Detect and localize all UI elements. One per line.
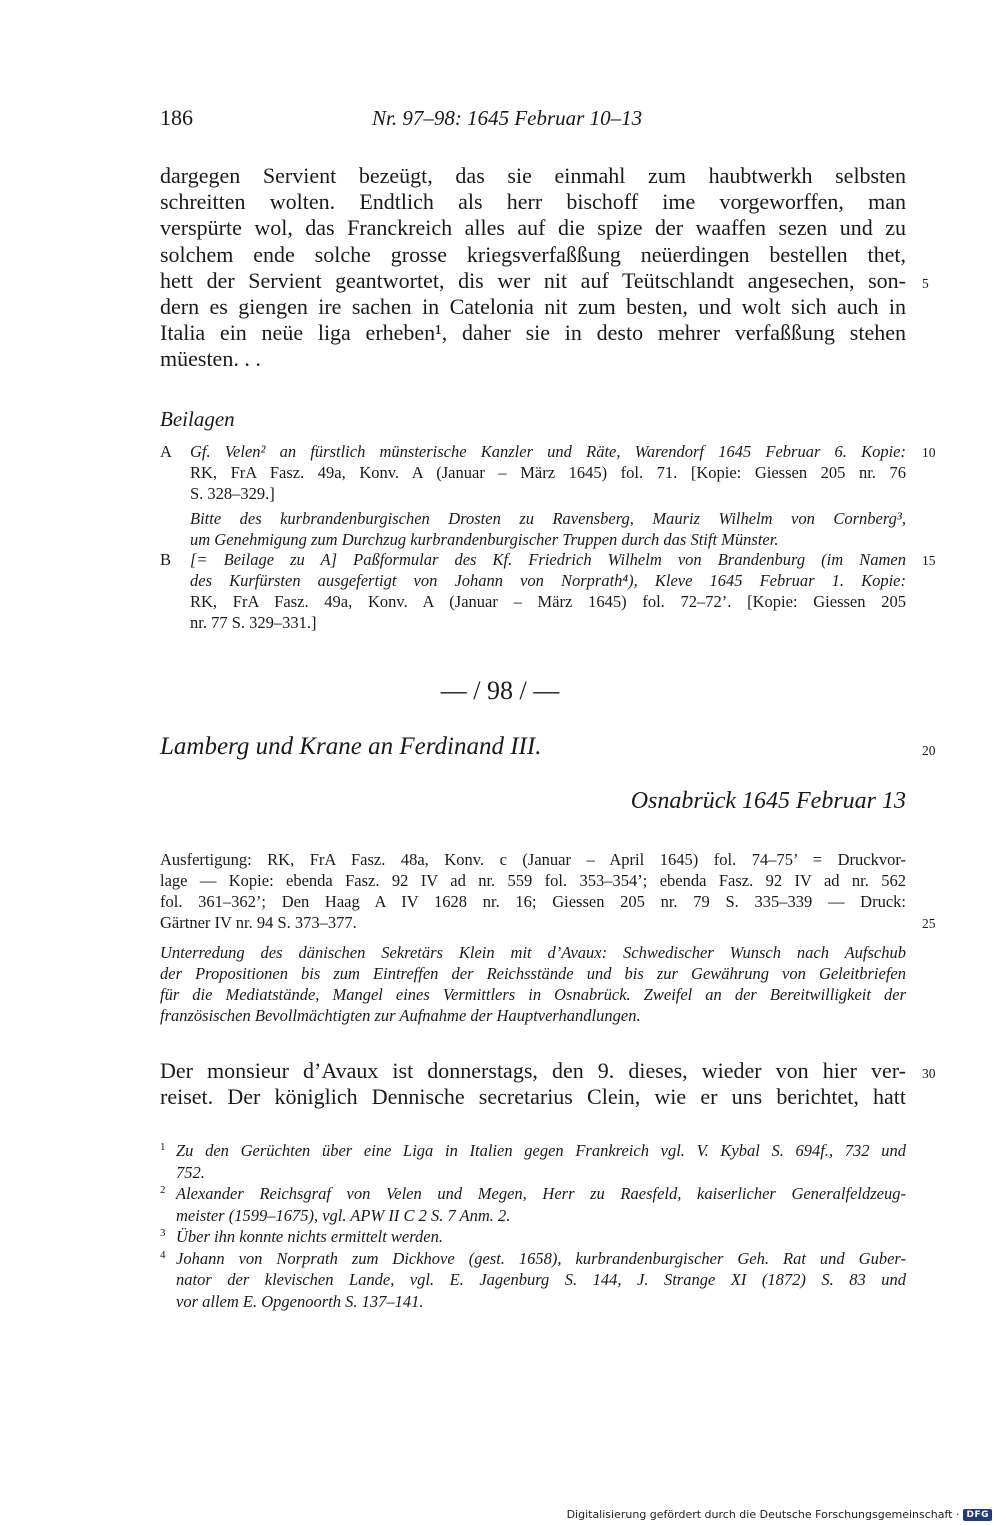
footer-credit-text: Digitalisierung gefördert durch die Deutsche Forschungsgemeinschaft · xyxy=(566,1508,960,1521)
footnote-line: vor allem E. Opgenoorth S. 137–141. xyxy=(176,1291,424,1311)
beilagen-heading: Beilagen xyxy=(160,407,235,431)
beilage-marker: B xyxy=(160,550,172,569)
footnote-line: Alexander Reichsgraf von Velen und Megen, Herr zu Raesfeld, kaiserlicher Generalfeldzeug- xyxy=(176,1184,906,1203)
footnote-line: nator der klevischen Lande, vgl. E. Jagenburg S. 144, J. Strange XI (1872) S. 83 und xyxy=(176,1270,906,1289)
document-sources xyxy=(160,849,906,933)
beilage-line: nr. 77 S. 329–331.] xyxy=(190,613,317,632)
line-number: 25 xyxy=(922,916,936,931)
document-number: — / 98 / — xyxy=(440,676,560,705)
footnote xyxy=(160,1226,906,1248)
page-number: 186 xyxy=(160,105,193,130)
document-text xyxy=(160,1058,906,1110)
beilage-line: RK, FrA Fasz. 49a, Konv. A (Januar – März 1645) fol. 71. [Kopie: Giessen 205 nr. 76 xyxy=(190,463,906,482)
footnote-line: Johann von Norprath zum Dickhove (gest. 1658), kurbrandenburgischer Geh. Rat und Guber- xyxy=(176,1248,906,1268)
beilage-summary-line: Bitte des kurbrandenburgischen Drosten zu Ravensberg, Mauriz Wilhelm von Cornberg³, xyxy=(190,509,906,528)
body-text-top xyxy=(160,163,906,373)
footnote xyxy=(160,1248,906,1313)
sources-line: lage — Kopie: ebenda Fasz. 92 IV ad nr. 559 fol. 353–354’; ebenda Fasz. 92 IV ad nr. 562 xyxy=(160,871,906,890)
beilage-a xyxy=(160,441,906,550)
footnote-number: 4 xyxy=(160,1248,166,1261)
beilage-summary-line: um Genehmigung zum Durchzug kurbrandenburgischer Truppen durch das Stift Münster. xyxy=(190,530,779,549)
footnotes xyxy=(160,1140,906,1312)
line-number: 30 xyxy=(922,1066,936,1081)
regest-line: für die Mediatstände, Mangel eines Vermittlers in Osnabrück. Zweifel an der Bereitwilligkeit der xyxy=(160,985,906,1004)
beilage-line: des Kurfürsten ausgefertigt von Johann von Norprath⁴), Kleve 1645 Februar 1. Kopie: xyxy=(190,571,906,590)
footnote xyxy=(160,1183,906,1226)
line-number: 5 xyxy=(922,276,929,291)
document-place-date: Osnabrück 1645 Februar 13 xyxy=(630,788,906,814)
beilage-line: Gf. Velen² an fürstlich münsterische Kanzler und Räte, Warendorf 1645 Februar 6. Kopie: xyxy=(190,442,906,461)
text-line: verspürte wol, das Franckreich alles auf die spize der waaffen sezen und zu xyxy=(160,215,906,241)
line-number: 20 xyxy=(922,743,936,758)
regest-line: französischen Bevollmächtigten zur Aufnahme der Hauptverhandlungen. xyxy=(160,1006,641,1025)
running-title: Nr. 97–98: 1645 Februar 10–13 xyxy=(372,106,643,130)
text-line: hett der Servient geantwortet, dis wer nit auf Teütschlandt angesechen, son- xyxy=(160,267,906,293)
sources-line: fol. 361–362’; Den Haag A IV 1628 nr. 16; Giessen 205 nr. 79 S. 335–339 — Druck: xyxy=(160,892,906,911)
text-line: schreitten wolten. Endtlich als herr bischoff ime vorgeworffen, man xyxy=(160,189,906,215)
line-number: 15 xyxy=(922,553,936,568)
regest-line: der Propositionen bis zum Eintreffen der Reichsstände und bis zur Gewährung von Geleitbriefen xyxy=(160,964,906,983)
text-line: Der monsieur d’Avaux ist donnerstags, den 9. dieses, wieder von hier ver- xyxy=(160,1058,906,1083)
footnote-number: 3 xyxy=(160,1227,166,1239)
dfg-logo-icon: DFG xyxy=(963,1509,992,1521)
footnote-line: Über ihn konnte nichts ermittelt werden. xyxy=(176,1227,444,1246)
text-line: reiset. Der königlich Dennische secretarius Clein, wie er uns berichtet, hatt xyxy=(160,1084,906,1110)
footnote-line: meister (1599–1675), vgl. APW II C 2 S. 7 Anm. 2. xyxy=(176,1205,511,1225)
beilage-line: [= Beilage zu A] Paßformular des Kf. Friedrich Wilhelm von Brandenburg (im Namen xyxy=(190,550,906,569)
beilage-b xyxy=(160,549,906,633)
beilage-marker: A xyxy=(160,442,172,461)
document-address: Lamberg und Krane an Ferdinand III. xyxy=(160,733,542,760)
text-line: dern es giengen ire sachen in Catelonia nit zum besten, und wolt sich auch in xyxy=(160,294,906,320)
footer-credit xyxy=(567,1508,992,1521)
regest-line: Unterredung des dänischen Sekretärs Klein mit d’Avaux: Schwedischer Wunsch nach Aufschub xyxy=(160,943,906,962)
footnote xyxy=(160,1140,906,1183)
text-line: müesten. . . xyxy=(160,346,261,372)
footnote-line: Zu den Gerüchten über eine Liga in Italien gegen Frankreich vgl. V. Kybal S. 694f., 732 und xyxy=(176,1141,906,1160)
text-line: Italia ein neüe liga erheben¹, daher sie in desto mehrer verfaßßung stehen xyxy=(160,320,906,346)
footnote-line: 752. xyxy=(176,1162,205,1182)
line-number: 10 xyxy=(922,445,936,460)
sources-line: Gärtner IV nr. 94 S. 373–377. xyxy=(160,913,357,932)
document-regest xyxy=(160,942,906,1026)
text-line: dargegen Servient bezeügt, das sie einmahl zum haubtwerkh selbsten xyxy=(160,163,906,188)
footnote-number: 1 xyxy=(160,1141,166,1153)
beilage-line: S. 328–329.] xyxy=(190,484,275,503)
text-line: solchem ende solche grosse kriegsverfaßßung neüerdingen bestellen thet, xyxy=(160,241,906,267)
beilage-line: RK, FrA Fasz. 49a, Konv. A (Januar – März 1645) fol. 72–72’. [Kopie: Giessen 205 xyxy=(190,592,906,611)
footnote-number: 2 xyxy=(160,1184,166,1196)
sources-line: Ausfertigung: RK, FrA Fasz. 48a, Konv. c (Januar – April 1645) fol. 74–75’ = Druckvor- xyxy=(160,850,906,869)
